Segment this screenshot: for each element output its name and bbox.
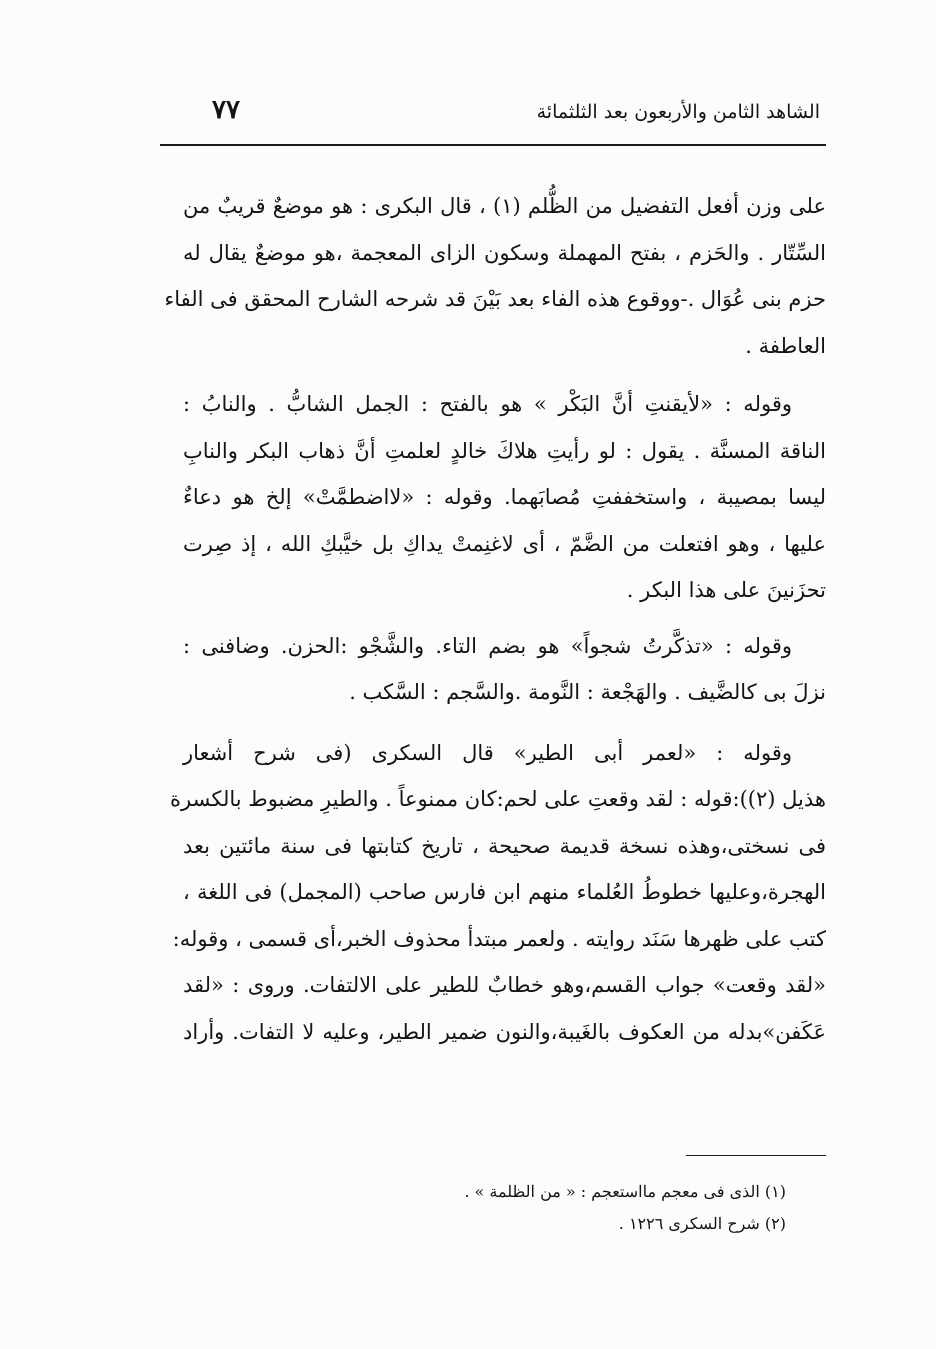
text-line: تحزَنينَ على هذا البكر . (626, 578, 826, 602)
text-line: حزم بنى عُوَال .-ووقوع هذه الفاء بعد بَيْنَ قد شرحه الشارح المحقق فى الفاء (164, 287, 826, 311)
text-line: ليسا بمصيبة ، واستخففتِ مُصابَهما. وقوله : «لااضطمَّتْ» إلخ هو دعاءٌ (183, 485, 826, 509)
text-line: كتب على ظهرها سَنَد روايته . ولعمر مبتدأ محذوف الخبر،أى قسمى ، وقوله: (172, 926, 826, 951)
paragraph (164, 183, 827, 369)
footnote-rule (686, 1155, 826, 1156)
text-line: الناقة المسنَّة . يقول : لو رأيتِ هلاكَ خالدٍ لعلمتِ أنَّ ذهاب البكر والنابِ (183, 438, 826, 463)
text-line: وقوله : «تذكَّرتُ شجواً» هو بضم التاء. والشَّجْو :الحزن. وضافنى : (183, 633, 792, 658)
text-line: وقوله : «لأيقنتِ أنَّ البَكْر » هو بالفتح : الجمل الشابُّ . والنابُ : (183, 392, 792, 416)
main-text (164, 183, 827, 1065)
header-rule (160, 144, 826, 146)
running-title: الشاهد الثامن والأربعون بعد الثلثمائة (536, 101, 820, 123)
paragraph (170, 730, 826, 1056)
text-line: هذيل (٢)):قوله : لقد وقعتِ على لحم:كان ممنوعاً . والطيرِ مضبوط بالكسرة (170, 787, 826, 811)
text-line: فى نسختى،وهذه نسخة قديمة صحيحة ، تاريخ كتابتها فى سنة مائتين بعد (183, 833, 826, 858)
text-line: العاطفة . (745, 333, 826, 358)
text-line: وقوله : «لعمر أبى الطير» قال السكرى (فى شرح أشعار (183, 740, 792, 765)
text-line: الهجرة،وعليها خطوطُ العُلماء منهم ابن فارس صاحب (المجمل) فى اللغة ، (183, 880, 826, 904)
footnote: (٢) شرح السكرى ١٢٢٦ . (618, 1214, 786, 1233)
footnotes (300, 1176, 786, 1240)
paragraph (183, 381, 826, 614)
paragraph (183, 623, 826, 716)
text-line: على وزن أفعل التفضيل من الظُّلم (١) ، قال البكرى : هو موضعٌ قريبٌ من (183, 194, 827, 218)
footnote: (١) الذى فى معجم مااستعجم : « من الظلمة » . (464, 1182, 786, 1201)
text-line: عَكَفن»بدله من العكوف بالغَيبة،والنون ضمير الطير، وعليه لا التفات. وأراد (183, 1019, 826, 1044)
page-number: ٧٧ (212, 95, 240, 125)
text-line: السِّتّار . والحَزم ، بفتح المهملة وسكون الزاى المعجمة ،هو موضعٌ يقال له (183, 240, 826, 265)
text-line: نزلَ بى كالضَّيف . والهَجْعة : النَّومة .والسَّجم : السَّكب . (349, 680, 826, 704)
text-line: «لقد وقعت» جواب القسم،وهو خطابٌ للطير على الالتفات. وروى : «لقد (183, 973, 826, 997)
page-header (160, 95, 826, 135)
text-line: عليها ، وهو افتعلت من الضَّمّ ، أى لاغنِمتْ يداكِ بل خيَّبكِ الله ، إذ صِرت (183, 531, 826, 556)
